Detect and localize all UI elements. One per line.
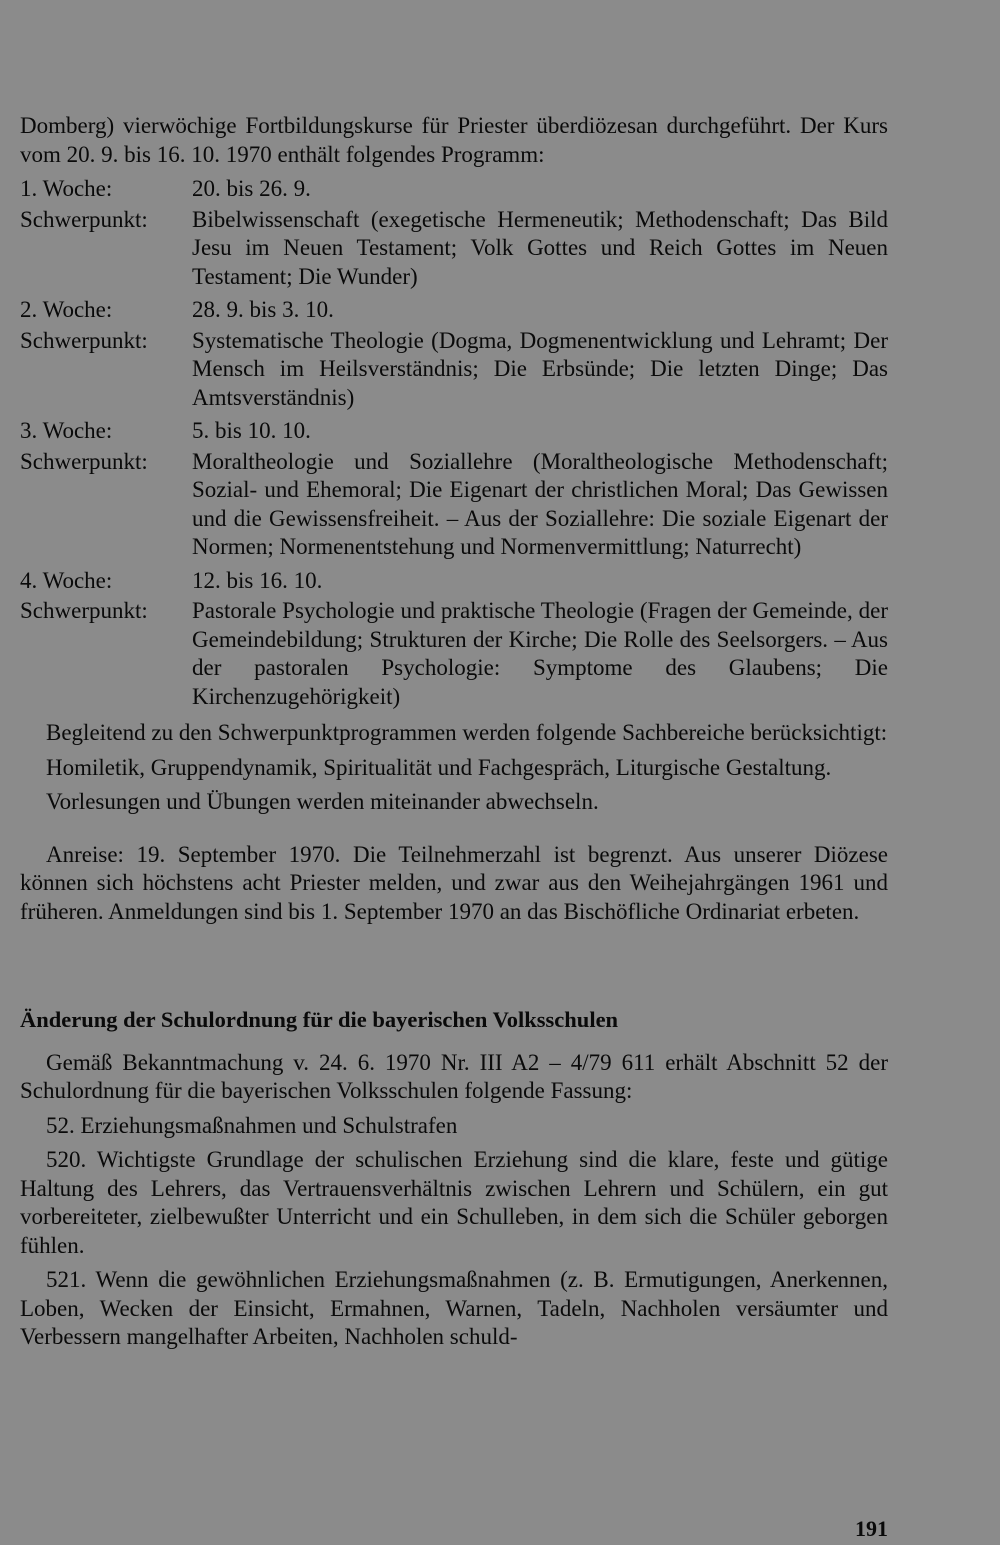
week-4-label: 4. Woche: xyxy=(20,567,113,593)
week-2-dates: 28. 9. bis 3. 10. xyxy=(192,297,334,322)
intro-paragraph: Domberg) vierwöchige Fortbildungskurse für Priester überdiözesan durchgeführt. Der Kurs vom 20. 9. bis 16. 10. 1970 enthält folgendes Programm: xyxy=(20,113,888,167)
section-intro-paragraph: Gemäß Bekanntmachung v. 24. 6. 1970 Nr. III A2 – 4/79 611 erhält Abschnitt 52 der Schulordnung für die bayerischen Volksschulen folgende Fassung: xyxy=(20,1049,888,1103)
week-2-focus-label: Schwerpunkt: xyxy=(20,327,148,353)
week-1-focus-row xyxy=(20,206,888,292)
week-1-label: 1. Woche: xyxy=(20,176,113,201)
week-3-focus-row xyxy=(20,448,888,562)
section-spacer xyxy=(20,932,888,1006)
week-4-focus: Pastorale Psychologie und praktische Theologie (Fragen der Gemeinde, der Gemeindebildung; Strukturen der Kirche; Die Rolle des Seelsorgers. – Aus der pastoralen Psychologie: Symptome des Glaubens; Die Kirchenzugehörigkeit) xyxy=(192,598,888,709)
week-3-focus-label: Schwerpunkt: xyxy=(20,448,148,474)
week-3-row xyxy=(20,417,888,446)
item-521-paragraph: 521. Wenn die gewöhnlichen Erziehungsmaßnahmen (z. B. Ermutigungen, Anerkennen, Loben, Wecken der Einsicht, Ermahnen, Warnen, Tadeln, Nachholen versäumter und Verbessern mangelhafter Arbeiten, Nachholen schuld- xyxy=(20,1267,888,1349)
item-52-heading: 52. Erziehungsmaßnahmen und Schulstrafen xyxy=(46,1112,458,1138)
item-520-paragraph: 520. Wichtigste Grundlage der schulischen Erziehung sind die klare, feste und gütige Haltung des Lehrers, das Vertrauensverhältnis zwischen Lehrern und Schülern, ein gut vorbereiteter, zielbewußter Unterricht und ein Schulleben, in dem sich die Schüler geborgen fühlen. xyxy=(20,1147,888,1258)
week-4-row xyxy=(20,567,888,596)
document-page xyxy=(20,112,888,1358)
spacer xyxy=(20,711,888,719)
alternate-paragraph: Vorlesungen und Übungen werden miteinander abwechseln. xyxy=(46,789,599,814)
page-number: 191 xyxy=(855,1516,888,1541)
week-2-label: 2. Woche: xyxy=(20,297,113,322)
accompany-paragraph: Begleitend zu den Schwerpunktprogrammen werden folgende Sachbereiche berücksichtigt: xyxy=(46,720,888,745)
week-2-focus-row xyxy=(20,327,888,413)
week-1-dates: 20. bis 26. 9. xyxy=(192,176,311,201)
week-2-row xyxy=(20,296,888,325)
week-3-label: 3. Woche: xyxy=(20,418,113,443)
week-1-focus-label: Schwerpunkt: xyxy=(20,206,148,232)
week-4-dates: 12. bis 16. 10. xyxy=(192,567,323,593)
week-1-focus: Bibelwissenschaft (exegetische Hermeneutik; Methodenschaft; Das Bild Jesu im Neuen Testament; Volk Gottes und Reich Gottes im Neuen Testament; Die Wunder) xyxy=(192,206,888,289)
week-3-dates: 5. bis 10. 10. xyxy=(192,418,311,443)
section-heading: Änderung der Schulordnung für die bayerischen Volksschulen xyxy=(20,1007,619,1032)
week-2-focus: Systematische Theologie (Dogma, Dogmenentwicklung und Lehramt; Der Mensch im Heilsverständnis; Die Erbsünde; Die letzten Dinge; Das Amtsverständnis) xyxy=(192,327,888,410)
week-3-focus: Moraltheologie und Soziallehre (Moraltheologische Methodenschaft; Sozial- und Ehemoral; Die Eigenart der christlichen Moral; Das Gewissen und die Gewissensfreiheit. – Aus der Soziallehre: Die soziale Eigenart der Normen; Normenentstehung und Normenvermittlung; Naturrecht) xyxy=(192,448,888,559)
week-4-focus-row xyxy=(20,597,888,711)
week-4-focus-label: Schwerpunkt: xyxy=(20,598,148,623)
arrival-paragraph: Anreise: 19. September 1970. Die Teilnehmerzahl ist begrenzt. Aus unserer Diözese können sich höchstens acht Priester melden, und zwar aus den Weihejahrgängen 1961 und früheren. Anmeldungen sind bis 1. September 1970 an das Bischöfliche Ordinariat erbeten. xyxy=(20,841,888,924)
spacer xyxy=(20,823,888,841)
subjects-paragraph: Homiletik, Gruppendynamik, Spiritualität und Fachgespräch, Liturgische Gestaltung. xyxy=(46,754,832,780)
week-1-row xyxy=(20,175,888,204)
